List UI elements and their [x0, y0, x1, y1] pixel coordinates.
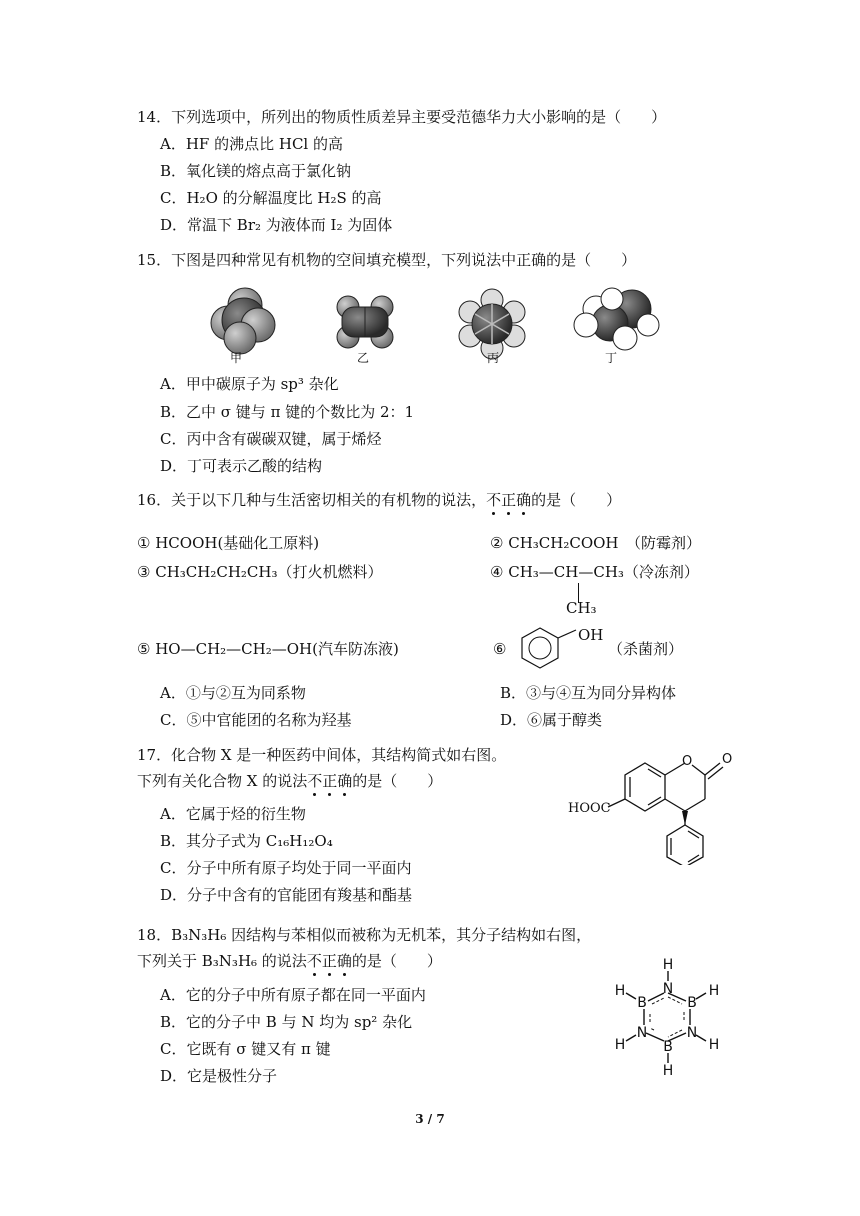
- n-atom-label: N: [636, 1025, 648, 1041]
- emphasis-char: 不: [307, 772, 323, 790]
- q16-item-4: ④ CH₃—CH—CH₃（冷冻剂）: [490, 563, 699, 581]
- q16-item-1: ① HCOOH(基础化工原料): [137, 534, 320, 552]
- q14-stem: 14．下列选项中，所列出的物质性质差异主要受范德华力大小影响的是（ ）: [137, 108, 667, 126]
- q18-stem-text: 下列关于 B₃N₃H₆ 的说法: [137, 952, 307, 970]
- emphasis-char: 不: [306, 952, 322, 970]
- q14-option-a: A．HF 的沸点比 HCl 的高: [160, 135, 343, 153]
- emphasis-char: 正: [322, 772, 338, 790]
- q18-option-d: D．它是极性分子: [160, 1067, 278, 1085]
- q16-stem-text: 16．关于以下几种与生活密切相关的有机物的说法，: [137, 491, 487, 509]
- q17-option-a: A．它属于烃的衍生物: [160, 805, 306, 823]
- emphasis-char: 正: [501, 491, 517, 509]
- q16-item-4-branch: CH₃: [566, 599, 597, 617]
- q16-item-5: ⑤ HO—CH₂—CH₂—OH(汽车防冻液): [137, 640, 399, 658]
- model-label-bing: 丙: [487, 351, 500, 365]
- q16-option-b: B．③与④互为同分异构体: [500, 684, 677, 702]
- model-ding: [574, 288, 659, 350]
- n-atom-label: N: [686, 1025, 698, 1041]
- q16-option-d: D．⑥属于醇类: [500, 711, 603, 729]
- h-atom-label: H: [614, 1037, 626, 1053]
- q16-item-2: ② CH₃CH₂COOH （防霉剂）: [490, 534, 702, 552]
- b-atom-label: B: [687, 995, 697, 1011]
- n-atom-label: N: [662, 981, 674, 997]
- q17-stem-text: 下列有关化合物 X 的说法: [137, 772, 308, 790]
- page-number: 3 / 7: [415, 1112, 445, 1126]
- q17-option-c: C．分子中所有原子均处于同一平面内: [160, 859, 412, 877]
- emphasis-char: 正: [321, 952, 337, 970]
- cooh-label: HOOC: [568, 801, 611, 816]
- q17-stem-line1: 17．化合物 X 是一种医药中间体，其结构简式如右图。: [137, 746, 507, 764]
- q15-option-c: C．丙中含有碳碳双键，属于烯烃: [160, 430, 382, 448]
- model-label-ding: 丁: [605, 351, 618, 365]
- q18-option-c: C．它既有 σ 键又有 π 键: [160, 1040, 331, 1058]
- q17-option-b: B．其分子式为 C₁₆H₁₂O₄: [160, 832, 333, 850]
- q18-option-b: B．它的分子中 B 与 N 均为 sp² 杂化: [160, 1013, 413, 1031]
- b-atom-label: B: [663, 1039, 673, 1055]
- model-yi-ethylene: [337, 296, 393, 348]
- q17-option-d: D．分子中含有的官能团有羧基和酯基: [160, 886, 413, 904]
- model-jia-methane: [211, 288, 275, 354]
- q15-option-d: D．丁可表示乙酸的结构: [160, 457, 323, 475]
- q14-option-b: B．氧化镁的熔点高于氯化钠: [160, 162, 352, 180]
- q17-stem-line2: [137, 771, 442, 791]
- q17-stem-text-end: 的是（ ）: [352, 772, 443, 790]
- q18-option-a: A．它的分子中所有原子都在同一平面内: [160, 986, 426, 1004]
- h-atom-label: H: [614, 983, 626, 999]
- h-atom-label: H: [662, 1063, 674, 1079]
- h-atom-label: H: [708, 983, 720, 999]
- q16-item-6-number: ⑥: [493, 640, 507, 658]
- emphasis-char: 确: [516, 491, 532, 509]
- q18-stem-line1: 18．B₃N₃H₆ 因结构与苯相似而被称为无机苯，其分子结构如右图，: [137, 926, 592, 944]
- model-label-yi: 乙: [357, 351, 370, 365]
- emphasis-char: 不: [486, 491, 502, 509]
- q18-stem-text-end: 的是（ ）: [351, 952, 442, 970]
- q16-stem: [137, 490, 621, 510]
- q16-item-6-use: （杀菌剂）: [608, 640, 684, 658]
- emphasis-char: 确: [337, 772, 353, 790]
- q14-option-d: D．常温下 Br₂ 为液体而 I₂ 为固体: [160, 216, 393, 234]
- ring-oxygen-label: O: [682, 754, 693, 769]
- q16-item-3: ③ CH₃CH₂CH₂CH₃（打火机燃料）: [137, 563, 383, 581]
- q15-option-b: B．乙中 σ 键与 π 键的个数比为 2：1: [160, 403, 415, 421]
- q16-option-a: A．①与②互为同系物: [160, 684, 306, 702]
- b-atom-label: B: [637, 995, 647, 1011]
- emphasis-char: 确: [336, 952, 352, 970]
- compound-x-structure: [560, 745, 760, 865]
- q16-option-c: C．⑤中官能团的名称为羟基: [160, 711, 352, 729]
- h-atom-label: H: [708, 1037, 720, 1053]
- borazine-structure: [608, 955, 728, 1080]
- q14-option-c: C．H₂O 的分解温度比 H₂S 的高: [160, 189, 382, 207]
- q18-stem-line2: [137, 951, 442, 971]
- q16-stem-text-end: 的是（ ）: [531, 491, 622, 509]
- carbonyl-oxygen-label: O: [722, 752, 733, 767]
- q15-stem: 15．下图是四种常见有机物的空间填充模型，下列说法中正确的是（ ）: [137, 251, 637, 269]
- model-label-jia: 甲: [230, 351, 243, 365]
- phenol-oh-label: OH: [578, 626, 604, 644]
- q15-option-a: A．甲中碳原子为 sp³ 杂化: [160, 375, 339, 393]
- space-filling-models-figure: [200, 285, 670, 375]
- h-atom-label: H: [662, 957, 674, 973]
